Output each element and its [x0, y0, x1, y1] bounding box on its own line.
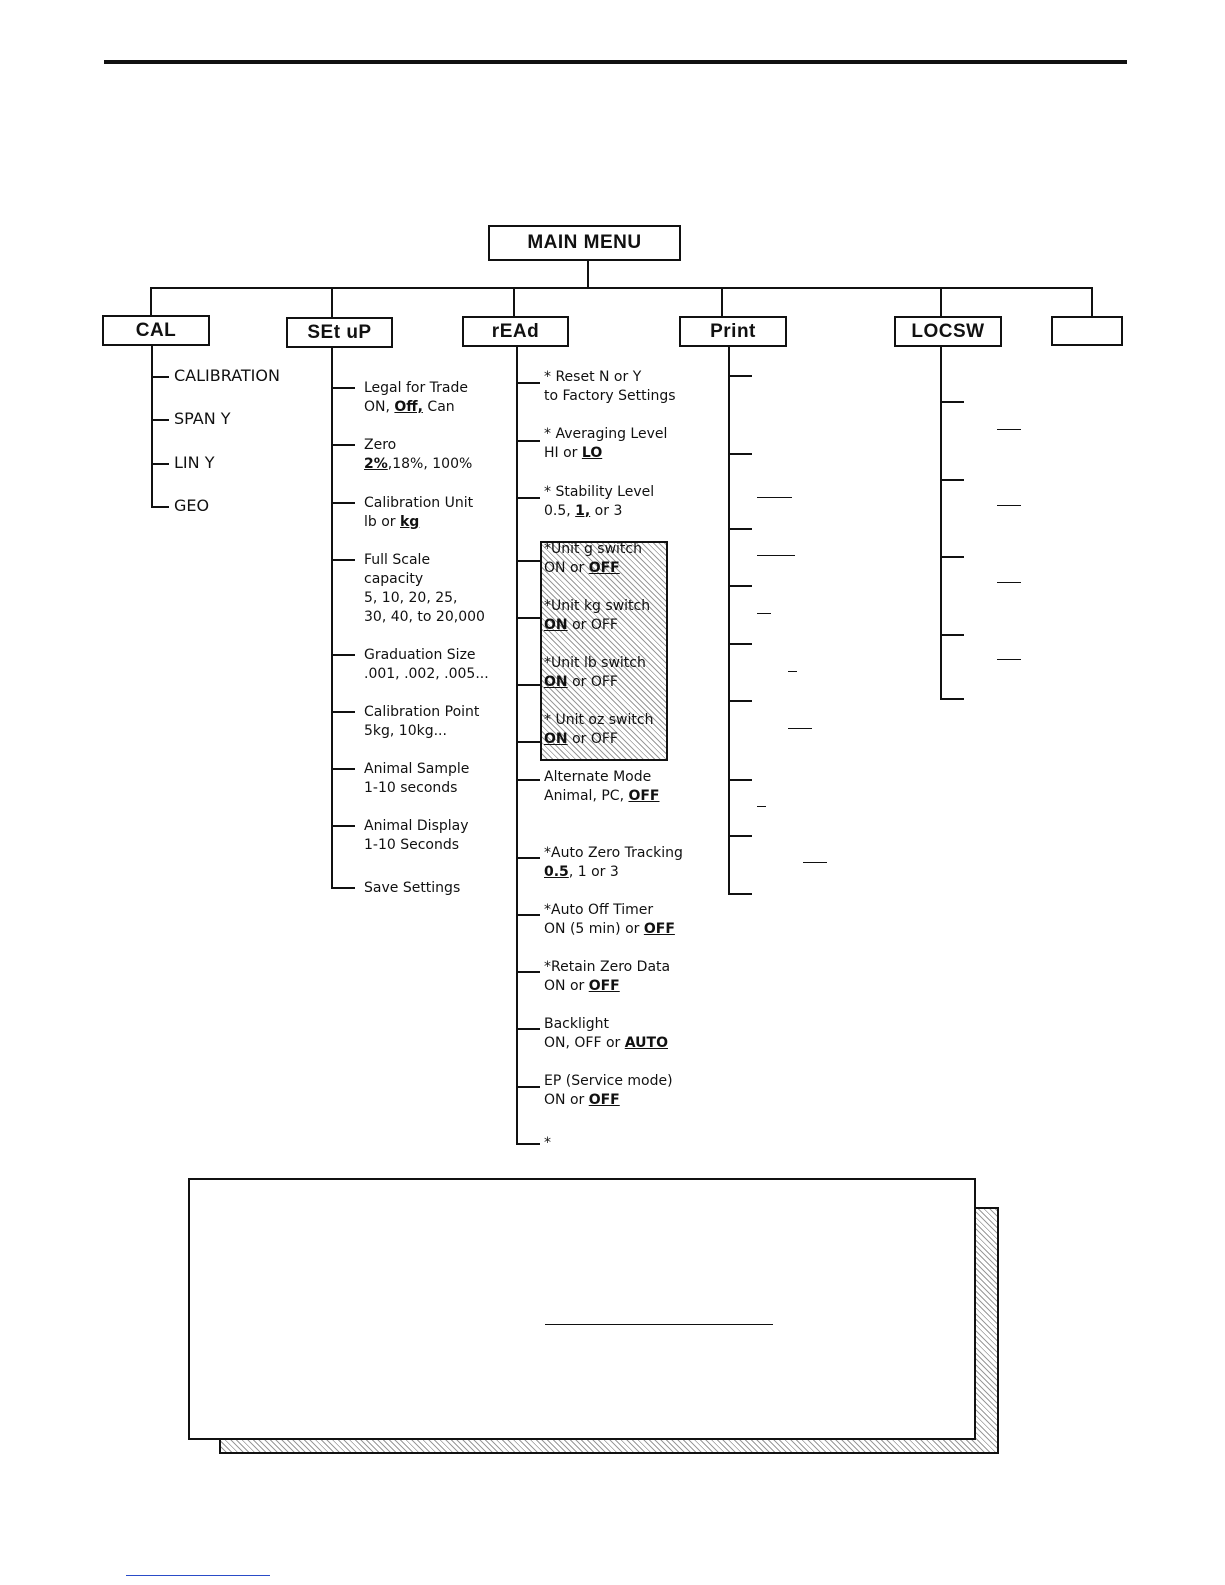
menu-cal	[102, 315, 210, 346]
cal-item-lin: LIN Y	[174, 453, 215, 472]
read-item-reset	[544, 368, 676, 406]
cal-tick	[151, 376, 169, 378]
connector-sixth	[1091, 287, 1093, 317]
locsw-default-underline	[997, 505, 1021, 506]
read-item-unit-kg	[544, 597, 650, 635]
cal-tick	[151, 506, 169, 508]
setup-item-graduation	[364, 646, 489, 684]
main-menu-label: MAIN MENU	[527, 232, 642, 253]
setup-tick	[331, 711, 355, 713]
setup-item-full-scale	[364, 551, 485, 627]
read-item-value: Animal, PC,	[544, 788, 629, 804]
locsw-tick	[940, 556, 964, 558]
setup-item-label: Animal Sample	[364, 761, 470, 777]
main-menu-box	[488, 225, 681, 261]
menu-bus	[150, 287, 1093, 289]
read-item-value: or 3	[590, 503, 623, 519]
locsw-trunk	[940, 347, 942, 700]
setup-item-cal-unit	[364, 494, 473, 532]
read-tick	[516, 1086, 540, 1088]
read-item-label: EP (Service mode)	[544, 1073, 673, 1089]
read-tick	[516, 857, 540, 859]
note-underline	[545, 1324, 773, 1325]
read-item-value: ON or	[544, 1092, 589, 1108]
cal-item-calibration: CALIBRATION	[174, 366, 280, 385]
read-item-default: OFF	[628, 788, 660, 804]
read-tick	[516, 617, 540, 619]
print-tick	[728, 375, 752, 377]
connector-main	[587, 261, 589, 289]
read-item-label: *Unit lb switch	[544, 655, 646, 671]
setup-tick	[331, 825, 355, 827]
read-item-label: *	[544, 1135, 551, 1151]
setup-item-value: ,18%, 100%	[387, 456, 473, 472]
connector-read	[513, 287, 515, 317]
read-item-default: OFF	[643, 921, 675, 937]
read-item-label: * Averaging Level	[544, 426, 668, 442]
setup-tick	[331, 387, 355, 389]
print-tick	[728, 835, 752, 837]
setup-item-value: lb or	[364, 514, 400, 530]
print-default-underline	[788, 671, 797, 672]
locsw-default-underline	[997, 429, 1021, 430]
top-rule	[104, 60, 1127, 64]
locsw-tick	[940, 698, 964, 700]
read-item-default: OFF	[588, 978, 620, 994]
print-tick	[728, 453, 752, 455]
setup-tick	[331, 887, 355, 889]
read-tick	[516, 971, 540, 973]
read-item-retain-zero	[544, 958, 670, 996]
setup-item-value: 5kg, 10kg...	[364, 723, 447, 739]
read-item-default: OFF	[588, 1092, 620, 1108]
setup-item-value: Can	[422, 399, 455, 415]
read-tick	[516, 741, 540, 743]
connector-locsw	[940, 287, 942, 317]
note-box	[188, 1178, 976, 1440]
read-item-value: HI or	[544, 445, 582, 461]
read-item-alternate-mode	[544, 768, 660, 806]
read-tick	[516, 560, 540, 562]
setup-trunk	[331, 348, 333, 889]
menu-setup	[286, 317, 393, 348]
connector-cal	[150, 287, 152, 317]
read-item-label: *Unit g switch	[544, 541, 642, 557]
menu-sixth	[1051, 316, 1123, 346]
read-item-value: or OFF	[567, 731, 618, 747]
read-item-default: AUTO	[624, 1035, 668, 1051]
read-item-unit-g	[544, 540, 642, 578]
cal-trunk	[151, 346, 153, 508]
read-item-label: *Auto Off Timer	[544, 902, 654, 918]
read-item-value: ON (5 min) or	[544, 921, 644, 937]
setup-item-cal-point	[364, 703, 479, 741]
read-item-stability	[544, 483, 654, 521]
setup-item-value: .001, .002, .005...	[364, 666, 489, 682]
read-tick	[516, 1143, 540, 1145]
menu-setup-label: SEt uP	[307, 321, 372, 343]
read-item-value: ON, OFF or	[544, 1035, 625, 1051]
print-tick	[728, 779, 752, 781]
read-item-value: or OFF	[567, 617, 618, 633]
read-tick	[516, 440, 540, 442]
read-item-value: to Factory Settings	[544, 388, 676, 404]
read-item-default: LO	[581, 445, 603, 461]
read-item-unit-lb	[544, 654, 646, 692]
cal-tick	[151, 419, 169, 421]
setup-item-default: 2%	[364, 456, 388, 472]
read-item-label: * Reset N or Y	[544, 369, 642, 385]
setup-item-label: Full Scale	[364, 552, 431, 568]
setup-item-label: Calibration Unit	[364, 495, 474, 511]
print-default-underline	[757, 613, 771, 614]
read-item-value: ON or	[544, 560, 589, 576]
read-item-averaging	[544, 425, 667, 463]
read-item-backlight	[544, 1015, 668, 1053]
setup-item-animal-sample	[364, 760, 469, 798]
print-trunk	[728, 347, 730, 895]
menu-print-label: Print	[710, 320, 756, 342]
print-default-underline	[757, 555, 795, 556]
setup-tick	[331, 502, 355, 504]
setup-item-value: 30, 40, to 20,000	[364, 609, 485, 625]
read-item-default: OFF	[588, 560, 620, 576]
read-item-label: *Unit kg switch	[544, 598, 651, 614]
setup-item-value: ON,	[364, 399, 395, 415]
read-item-default: ON	[544, 731, 568, 747]
setup-tick	[331, 444, 355, 446]
read-item-label: *Retain Zero Data	[544, 959, 671, 975]
print-default-underline	[757, 806, 766, 807]
setup-item-default: Off,	[394, 399, 423, 415]
read-item-auto-off	[544, 901, 675, 939]
read-tick	[516, 684, 540, 686]
read-item-default: ON	[544, 617, 568, 633]
read-item-label: * Stability Level	[544, 484, 655, 500]
setup-item-legal	[364, 379, 468, 417]
print-default-underline	[757, 497, 792, 498]
read-item-label: Alternate Mode	[544, 769, 652, 785]
menu-read	[462, 316, 569, 347]
read-item-label: Backlight	[544, 1016, 610, 1032]
read-item-value: , 1 or 3	[568, 864, 619, 880]
read-tick	[516, 382, 540, 384]
menu-read-label: rEAd	[491, 320, 540, 342]
locsw-tick	[940, 401, 964, 403]
setup-item-label: capacity	[364, 571, 424, 587]
setup-item-label: Calibration Point	[364, 704, 480, 720]
read-tick	[516, 779, 540, 781]
print-tick	[728, 585, 752, 587]
locsw-tick	[940, 479, 964, 481]
menu-locsw	[894, 316, 1002, 347]
setup-item-save	[364, 879, 460, 898]
connector-print	[721, 287, 723, 317]
read-tick	[516, 1028, 540, 1030]
cal-item-geo: GEO	[174, 496, 210, 515]
menu-print	[679, 316, 787, 347]
read-tick	[516, 914, 540, 916]
locsw-tick	[940, 634, 964, 636]
setup-item-value: 5, 10, 20, 25,	[364, 590, 458, 606]
print-default-underline	[788, 728, 812, 729]
read-item-value: 0.5,	[544, 503, 576, 519]
read-item-value: or OFF	[567, 674, 618, 690]
read-item-value: ON or	[544, 978, 589, 994]
setup-item-default: kg	[400, 514, 420, 530]
setup-tick	[331, 768, 355, 770]
locsw-default-underline	[997, 582, 1021, 583]
read-item-unit-oz	[544, 711, 653, 749]
cal-tick	[151, 463, 169, 465]
read-item-label: *Auto Zero Tracking	[544, 845, 683, 861]
print-tick	[728, 700, 752, 702]
locsw-default-underline	[997, 659, 1021, 660]
setup-item-label: Graduation Size	[364, 647, 476, 663]
read-tick	[516, 497, 540, 499]
setup-item-animal-display	[364, 817, 469, 855]
setup-tick	[331, 654, 355, 656]
read-item-default: 0.5	[544, 864, 569, 880]
print-tick	[728, 643, 752, 645]
read-item-default: 1,	[575, 503, 591, 519]
menu-locsw-label: LOCSW	[911, 320, 985, 342]
setup-item-label: Zero	[364, 437, 397, 453]
setup-item-label: Save Settings	[364, 880, 461, 896]
setup-item-value: 1-10 seconds	[364, 780, 458, 796]
footer-link-underline	[126, 1575, 270, 1576]
menu-cal-label: CAL	[135, 319, 177, 341]
read-item-last	[544, 1134, 551, 1153]
connector-setup	[331, 287, 333, 317]
read-item-ep	[544, 1072, 673, 1110]
setup-item-label: Legal for Trade	[364, 380, 469, 396]
setup-tick	[331, 559, 355, 561]
setup-item-zero	[364, 436, 472, 474]
read-item-auto-zero	[544, 844, 683, 882]
setup-item-value: 1-10 Seconds	[364, 837, 460, 853]
read-item-default: ON	[544, 674, 568, 690]
print-tick	[728, 893, 752, 895]
read-trunk	[516, 347, 518, 1145]
setup-item-label: Animal Display	[364, 818, 469, 834]
cal-item-span: SPAN Y	[174, 409, 231, 428]
print-tick	[728, 528, 752, 530]
print-default-underline	[803, 862, 827, 863]
read-item-label: * Unit oz switch	[544, 712, 654, 728]
